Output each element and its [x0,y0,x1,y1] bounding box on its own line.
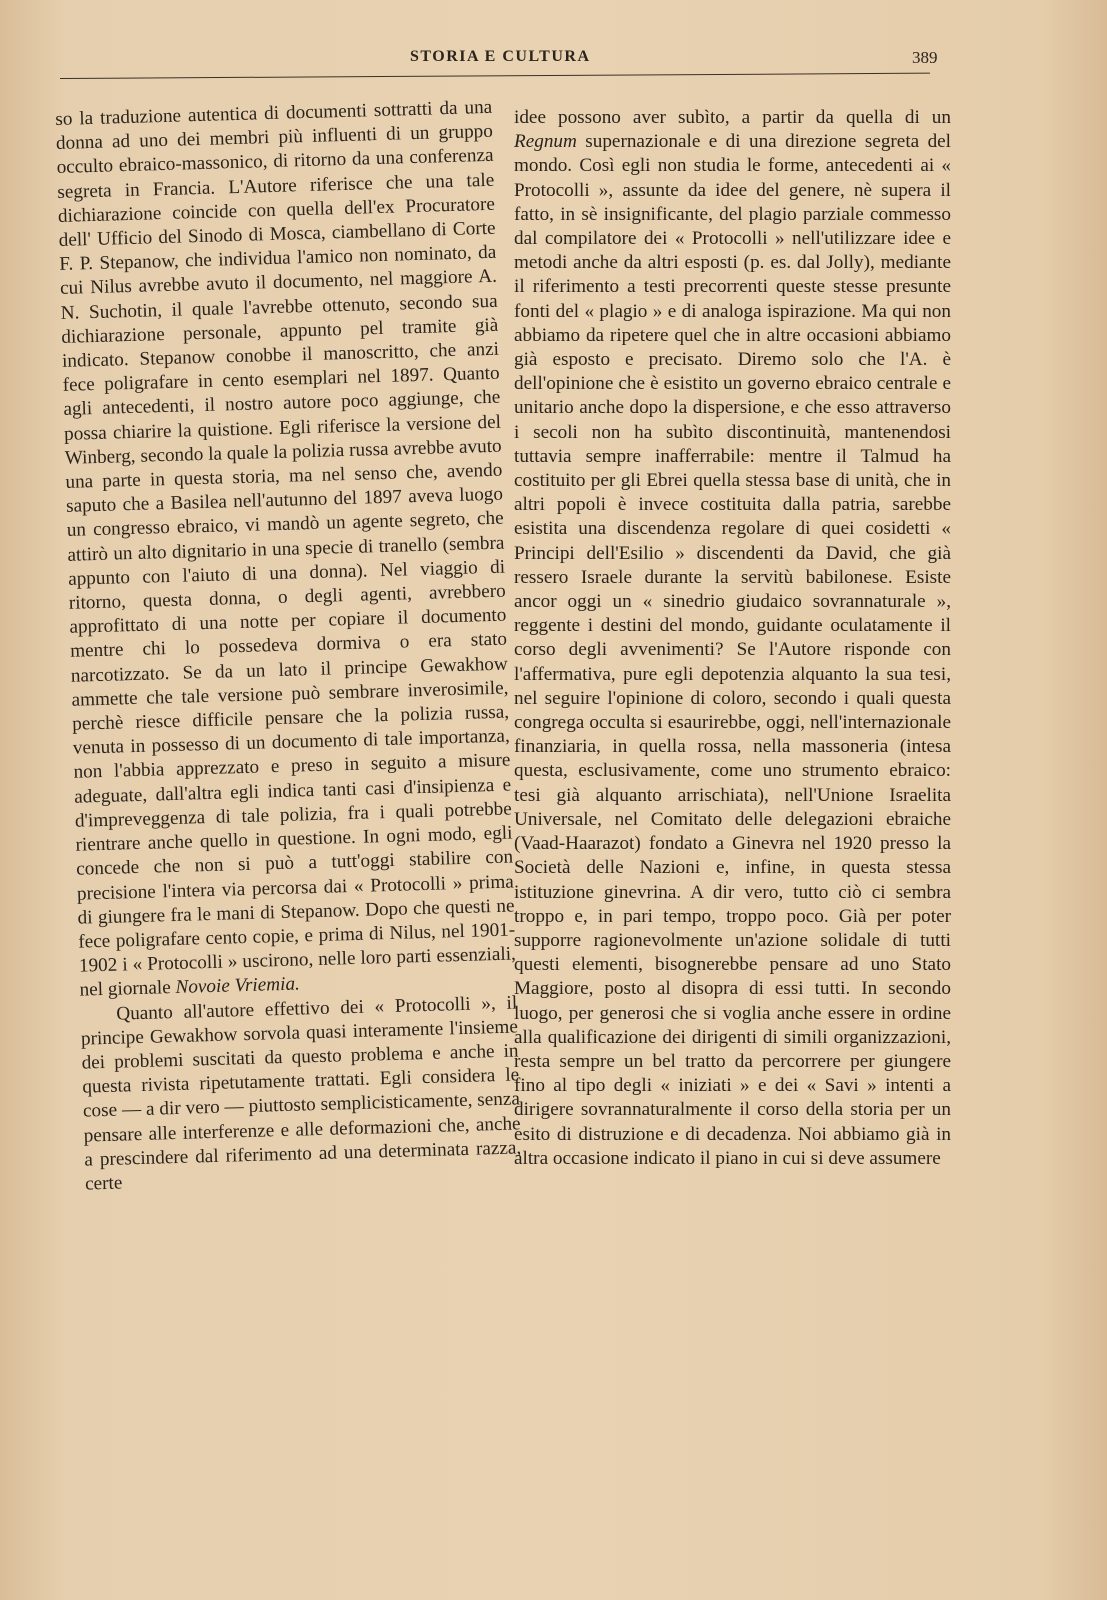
regnum-term: Regnum [514,131,577,153]
right-paragraph-1 [514,106,951,1171]
left-paragraph-2: Quanto all'autore effettivo dei « Protocolli », il principe Gewakhow sorvola quasi interamente l'insieme dei problemi suscitati da questo problema e anche in questa rivista ripetutamente trattati. Egli considera le cose — a dir vero — piuttosto semplicisticamente, senza pensare alle interferenze e alle deformazioni che, anche a prescindere dal riferimento ad una determinata razza, certe [80,991,522,1195]
right-paragraph-1-rest: supernazionale e di una direzione segreta del mondo. Così egli non studia le forme, antecedenti ai « Protocolli », assunte da idee del genere, nè supera il fatto, in sè insignificante, del plagio parziale commesso dal compilatore dei « Protocolli » nell'utilizzare idee e metodi anche da altri esposti (p. es. dal Jolly), mediante il riferimento a testi precorrenti queste stesse presunte fonti del « plagio » e di analoga ispirazione. Ma qui non abbiamo da ripetere quel che in altre occasioni abbiamo già esposto e precisato. Diremo solo che l'A. è dell'opinione che è esistito un governo ebraico centrale e unitario anche dopo la dispersione, e che esso attraverso i secoli non ha subìto discontinuità, mantenendosi tuttavia sempre inafferrabile: mentre il Talmud ha costituito per gli Ebrei quella stessa base di unità, che in altri popoli è invece costituita dalla patria, sarebbe esistita una discendenza regolare di quei cosidetti « Principi dell'Esilio » discendenti da David, che già ressero Israele durante la servitù babilonese. Esiste ancor oggi un « sinedrio giudaico sovrannaturale », reggente i destini del mondo, guidante oculatamente il corso degli avvenimenti? Se l'Autore risponde con l'affermativa, pure egli depotenzia alquanto la sua tesi, nel seguire l'opinione di coloro, secondo i quali questa congrega occulta si esaurirebbe, oggi, nell'internazionale finanziaria, in quella rossa, nella massoneria (intesa questa, esclusivamente, come uno strumento ebraico: tesi già alquanto arrischiata), nell'Unione Israelita Universale, nel Comitato delle delegazioni ebraiche (Vaad-Haarazot) fondato a Ginevra nel 1920 presso la Società delle Nazioni e, infine, in questa stessa istituzione ginevrina. A dir vero, tutto ciò ci sembra troppo e, in pari tempo, troppo poco. Già per poter supporre ragionevolmente un'azione solidale di tutti questi elementi, bisognerebbe pensare ad uno Stato Maggiore, posto al disopra di essi tutti. In secondo luogo, per generosi che si voglia anche essere in ordine alla qualificazione dei dirigenti di simili organizzazioni, resta sempre un bel tratto da percorrere per giungere fino al tipo degli « iniziati » e dei « Savi » intenti a dirigere sovrannaturalmente il corso della storia per un esito di distruzione e di decadenza. Noi abbiamo già in altra occasione indicato il piano in cui si deve assumere [514,131,952,1169]
running-title: STORIA E CULTURA [410,48,591,65]
left-paragraph-1-text: so la traduzione autentica di documenti sottratti da una donna ad uno dei membri più influenti di un gruppo occulto ebraico-massonico, di ritorno da una conferenza segreta in Francia. L'Autore riferisce che una tale dichiarazione coincide con quella dell'ex Procuratore dell' Ufficio del Sinodo di Mosca, ciambellano di Corte F. P. Stepanow, che individua l'amico non nominato, da cui Nilus avrebbe avuto il documento, nel maggiore A. N. Suchotin, il quale l'avrebbe ottenuto, secondo sua dichiarazione personale, appunto pel tramite già indicato. Stepanow conobbe il manoscritto, che anzi fece poligrafare in cento esemplari nel 1897. Quanto agli antecedenti, il nostro autore poco aggiunge, che possa chiarire la quistione. Egli riferisce la versione del Winberg, secondo la quale la polizia russa avrebbe avuto una parte in questa storia, ma nel senso che, avendo saputo che a Basilea nell'autunno del 1897 aveva luogo un congresso ebraico, vi mandò un agente segreto, che attirò un alto dignitario in una specie di tranello (sembra appunto con l'aiuto di una donna). Nel viaggio di ritorno, questa donna, o degli agenti, avrebbero approfittato di una notte per copiare il documento mentre chi lo possedeva dormiva o era stato narcotizzato. Se da un lato il principe Gewakhow ammette che tale versione può sembrare inverosimile, perchè riesce difficile pensare che la polizia russa, venuta in possesso di un documento di tale importanza, non l'abbia apprezzato e preso in seguito a misure adeguate, dall'altra egli indica tanti casi d'insipienza e d'impreveggenza di tale polizia, fra i quali potrebbe rientrare anche quello in questione. In ogni modo, egli concede che non si può a tutt'oggi stabilire con precisione l'intera via percorsa dai « Protocolli » prima di giungere fra le mani di Stepanow. Dopo che questi ne fece poligrafare cento copie, e prima di Nilus, nel 1901-1902 i « Protocolli » uscirono, nelle loro parti essenziali, nel giornale [55,96,517,1001]
page-number: 389 [912,48,938,67]
journal-name: Novoie Vriemia. [175,973,301,999]
right-paragraph-1-start: idee possono aver subìto, a partir da quella di un [514,107,951,128]
left-paragraph-1 [55,96,517,1003]
header-rule [60,73,930,79]
right-column [514,106,951,1171]
left-column [55,96,522,1197]
page-header [0,46,1107,70]
